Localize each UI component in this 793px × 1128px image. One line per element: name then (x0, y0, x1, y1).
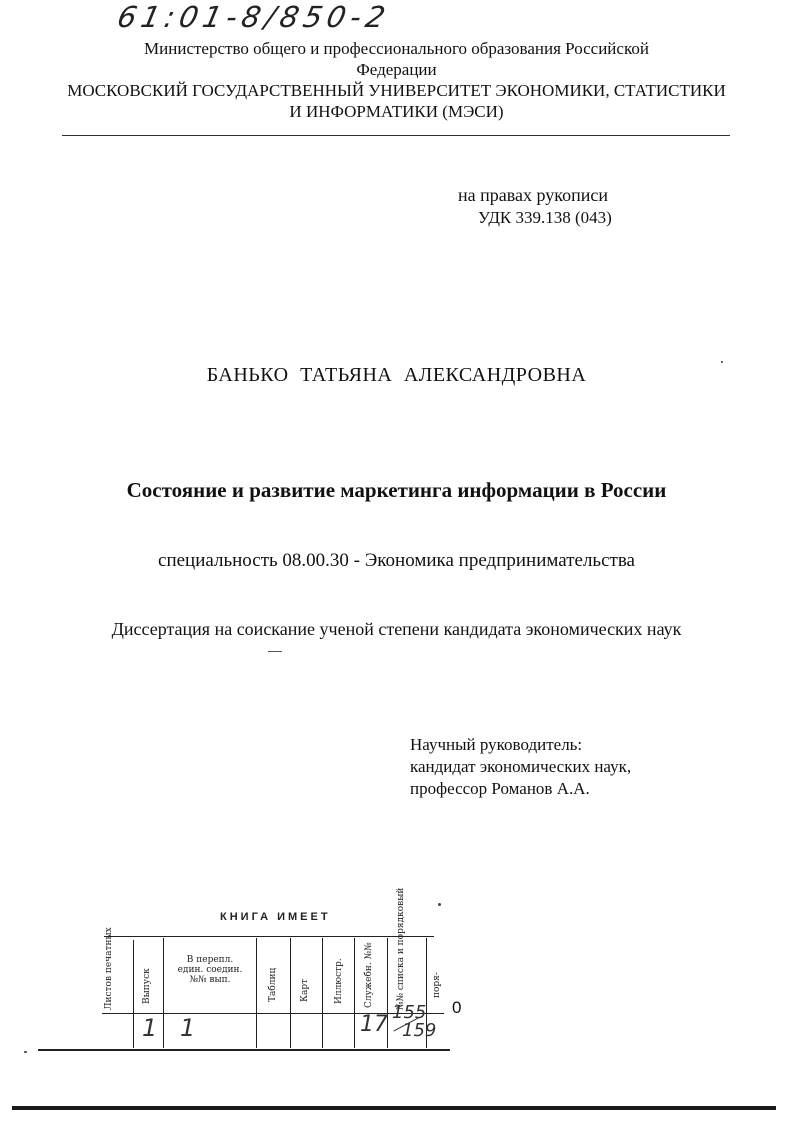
stamp-top-rule (104, 936, 434, 937)
udk-code: УДК 339.138 (043) (478, 208, 612, 227)
stamp-col-divider (256, 938, 257, 1048)
stamp-col-issue: Выпуск (142, 968, 152, 1004)
supervisor-degree: кандидат экономических наук, (410, 757, 632, 776)
institution-header (60, 38, 733, 122)
specialty: специальность 08.00.30 - Экономика предпринимательства (158, 550, 635, 571)
stamp-binding-line-3: №№ вып. (189, 975, 231, 985)
stamp-value-binding: 1 (180, 1014, 196, 1042)
archive-number: 61:01-8/850-2 (114, 0, 394, 34)
degree-statement: Диссертация на соискание ученой степени кандидата экономических наук (111, 619, 682, 639)
stamp-col-extra: поря- (432, 972, 442, 998)
stamp-col-divider (290, 938, 291, 1048)
ministry-line-2: Федерации (356, 60, 437, 79)
stamp-col-binding (165, 955, 255, 985)
stamp-col-service: Служебн. №№ (364, 942, 374, 1008)
stamp-binding-line-1: В перепл. (186, 955, 234, 965)
stamp-col-list: №№ списка и порядковый (396, 887, 406, 1010)
stamp-binding-line-2: един. соедин. (177, 965, 243, 975)
stamp-value-zero: 0 (452, 998, 462, 1017)
stamp-col-divider (354, 938, 355, 1048)
speck (24, 1051, 27, 1053)
stamp-col-divider (322, 938, 323, 1048)
stamp-value-list-bottom: 159 (402, 1020, 437, 1041)
stamp-value-list-top: 155 (392, 1002, 427, 1023)
header-divider (62, 135, 730, 136)
dissertation-title: Состояние и развитие маркетинга информации в России (126, 478, 667, 502)
stamp-col-illustr: Иллюстр. (334, 958, 344, 1004)
supervisor-label: Научный руководитель: (410, 735, 583, 754)
supervisor-block (410, 734, 631, 800)
stamp-bottom-rule (38, 1049, 450, 1051)
university-line-2: И ИНФОРМАТИКИ (МЭСИ) (289, 102, 504, 121)
university-line-1: МОСКОВСКИЙ ГОСУДАРСТВЕННЫЙ УНИВЕРСИТЕТ ЭКОНОМИКИ, СТАТИСТИКИ (67, 81, 726, 100)
stamp-col-divider (163, 938, 164, 1048)
stamp-col-divider (133, 940, 134, 1048)
speck (721, 361, 723, 363)
bottom-rule (12, 1106, 776, 1110)
stamp-col-pages: Листов печатных (104, 927, 114, 1010)
stamp-col-maps: Карт (300, 978, 310, 1002)
stamp-col-tables: Таблиц (268, 967, 278, 1002)
supervisor-name: профессор Романов А.А. (410, 779, 590, 798)
author-name: БАНЬКО ТАТЬЯНА АЛЕКСАНДРОВНА (206, 364, 587, 386)
ministry-line-1: Министерство общего и профессионального образования Российской (144, 39, 649, 58)
manuscript-rights: на правах рукописи (458, 185, 608, 205)
stamp-title: КНИГА ИМЕЕТ (220, 911, 331, 923)
stamp-value-illustr: 17 (360, 1012, 388, 1037)
speck (438, 903, 441, 906)
stamp-value-issue: 1 (142, 1014, 158, 1042)
stray-mark (268, 651, 282, 652)
